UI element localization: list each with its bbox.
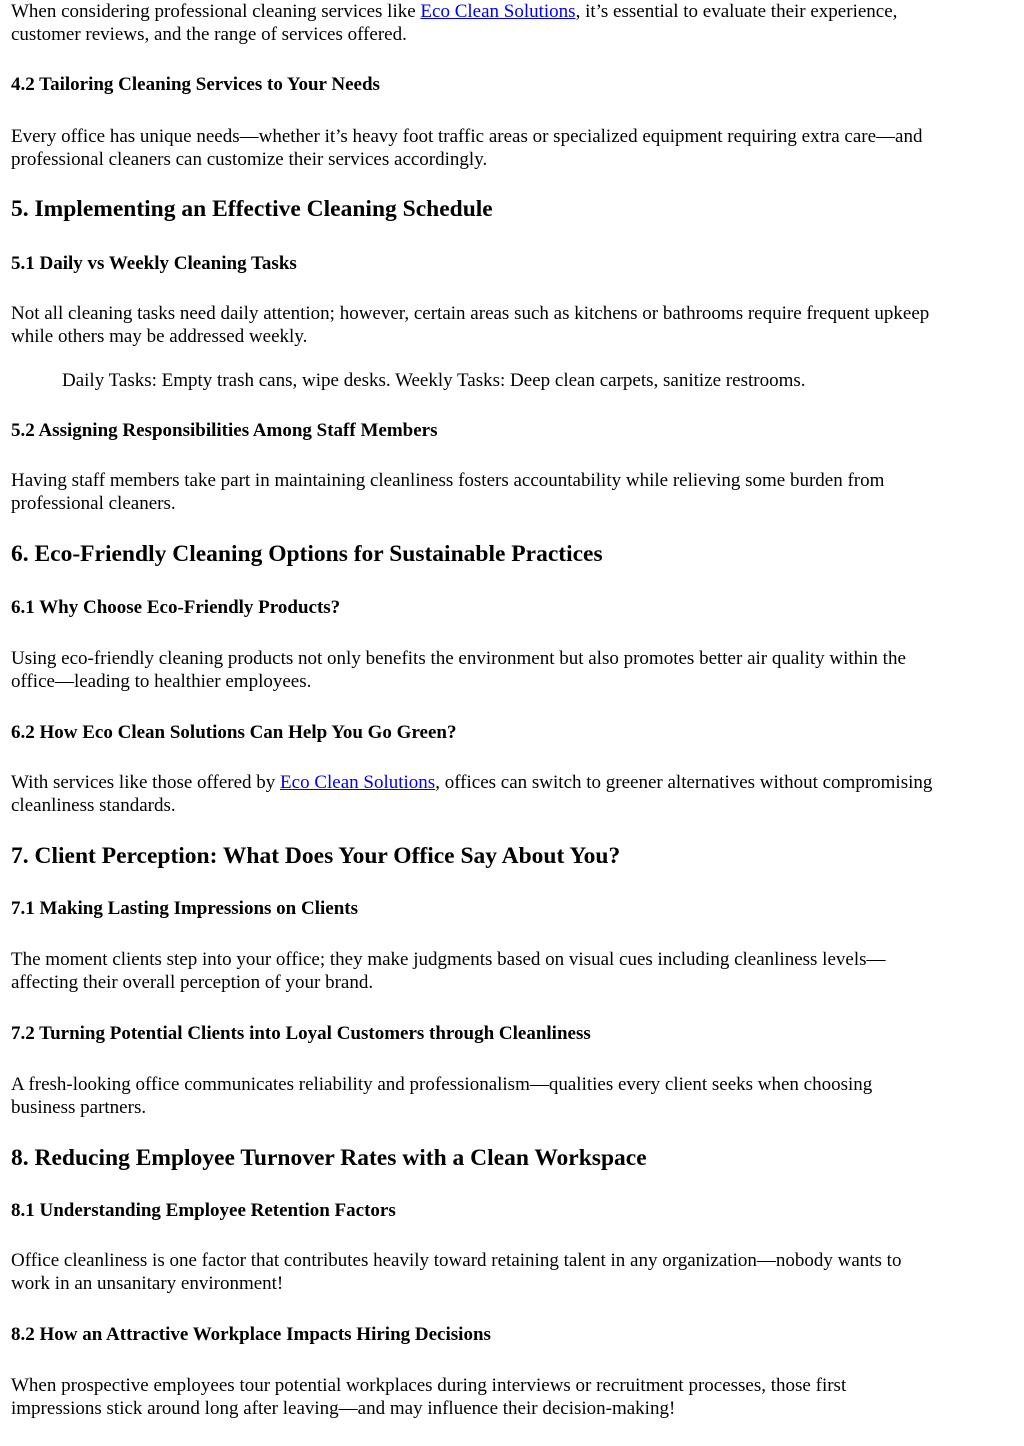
paragraph-8-2-line-1: When prospective employees tour potential workplaces during interviews or recruitment processes, those first	[11, 1375, 847, 1396]
paragraph-5-2-line-1: Having staff members take part in maintaining cleanliness fosters accountability while relieving some burden from	[11, 470, 885, 491]
paragraph-6-1-line-2: office—leading to healthier employees.	[11, 671, 312, 692]
task-list: Daily Tasks: Empty trash cans, wipe desks. Weekly Tasks: Deep clean carpets, sanitize restrooms.	[62, 370, 806, 391]
paragraph-6-2-text-pre: With services like those offered by	[11, 772, 281, 793]
eco-clean-solutions-link[interactable]: Eco Clean Solutions	[420, 1, 576, 22]
eco-clean-solutions-link-2[interactable]: Eco Clean Solutions	[280, 772, 436, 793]
intro-line-2: customer reviews, and the range of services offered.	[11, 24, 407, 45]
paragraph-5-1-line-1: Not all cleaning tasks need daily attention; however, certain areas such as kitchens or bathrooms require frequent upkeep	[11, 303, 930, 324]
paragraph-6-2-line-1	[11, 771, 932, 794]
paragraph-7-2-line-1: A fresh-looking office communicates reliability and professionalism—qualities every client seeks when choosing	[11, 1074, 873, 1095]
heading-8-2: 8.2 How an Attractive Workplace Impacts Hiring Decisions	[11, 1324, 491, 1345]
heading-4-2: 4.2 Tailoring Cleaning Services to Your Needs	[11, 74, 380, 95]
paragraph-7-1-line-2: affecting their overall perception of your brand.	[11, 972, 374, 993]
heading-7-2: 7.2 Turning Potential Clients into Loyal Customers through Cleanliness	[11, 1023, 591, 1044]
paragraph-6-1-line-1: Using eco-friendly cleaning products not only benefits the environment but also promotes better air quality within the	[11, 648, 906, 669]
paragraph-7-1-line-1: The moment clients step into your office; they make judgments based on visual cues including cleanliness levels—	[11, 949, 886, 970]
intro-text-pre: When considering professional cleaning services like	[11, 1, 421, 22]
paragraph-6-2-line-2: cleanliness standards.	[11, 795, 176, 816]
heading-6-1: 6.1 Why Choose Eco-Friendly Products?	[11, 597, 341, 618]
heading-7: 7. Client Perception: What Does Your Office Say About You?	[11, 843, 621, 869]
paragraph-8-1-line-2: work in an unsanitary environment!	[11, 1273, 284, 1294]
heading-6-2: 6.2 How Eco Clean Solutions Can Help You Go Green?	[11, 722, 457, 743]
heading-8: 8. Reducing Employee Turnover Rates with a Clean Workspace	[11, 1145, 647, 1171]
heading-5: 5. Implementing an Effective Cleaning Schedule	[11, 196, 493, 222]
paragraph-4-2-line-1: Every office has unique needs—whether it’s heavy foot traffic areas or specialized equipment requiring extra care—and	[11, 126, 923, 147]
paragraph-8-1-line-1: Office cleanliness is one factor that contributes heavily toward retaining talent in any organization—nobody wants to	[11, 1250, 902, 1271]
intro-line-1	[11, 0, 897, 23]
heading-7-1: 7.1 Making Lasting Impressions on Clients	[11, 898, 358, 919]
paragraph-7-2-line-2: business partners.	[11, 1097, 147, 1118]
paragraph-5-1-line-2: while others may be addressed weekly.	[11, 326, 308, 347]
heading-5-2: 5.2 Assigning Responsibilities Among Staff Members	[11, 420, 438, 441]
paragraph-5-2-line-2: professional cleaners.	[11, 493, 176, 514]
heading-8-1: 8.1 Understanding Employee Retention Factors	[11, 1200, 396, 1221]
paragraph-8-2-line-2: impressions stick around long after leaving—and may influence their decision-making!	[11, 1398, 676, 1419]
paragraph-6-2-text-post: , offices can switch to greener alternatives without compromising	[435, 772, 933, 793]
heading-6: 6. Eco-Friendly Cleaning Options for Sustainable Practices	[11, 541, 603, 567]
heading-5-1: 5.1 Daily vs Weekly Cleaning Tasks	[11, 253, 297, 274]
paragraph-4-2-line-2: professional cleaners can customize their services accordingly.	[11, 149, 488, 170]
intro-text-post: , it’s essential to evaluate their experience,	[575, 1, 898, 22]
